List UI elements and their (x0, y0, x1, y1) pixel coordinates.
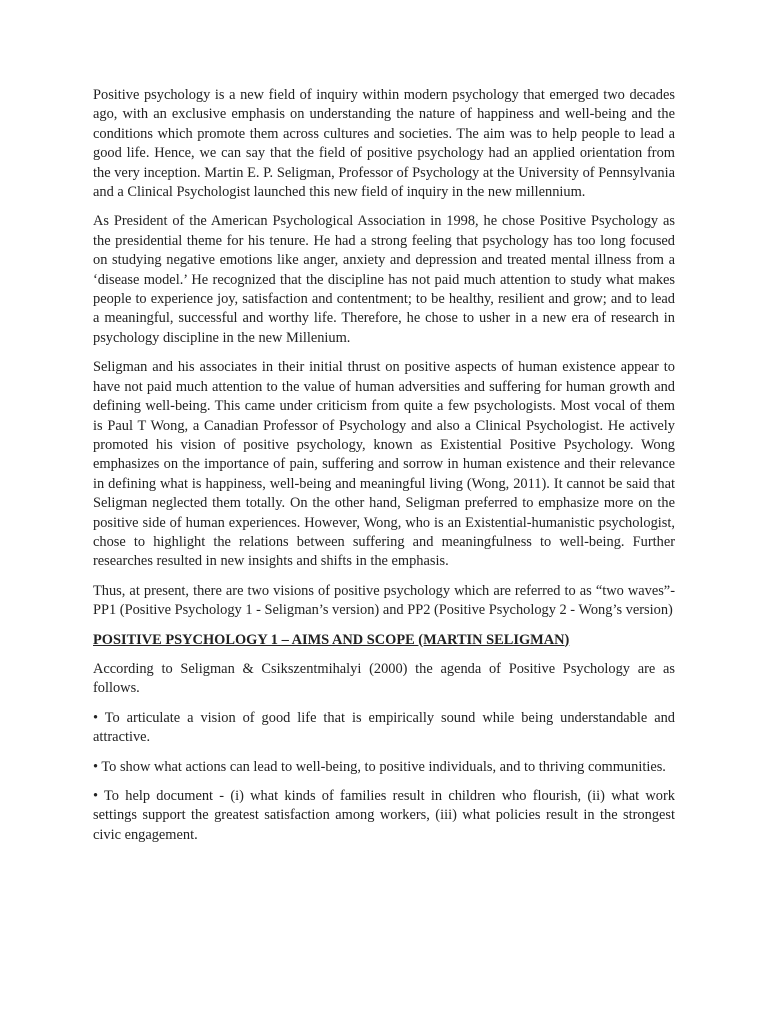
section-intro: According to Seligman & Csikszentmihalyi (2000) the agenda of Positive Psychology are as follows. (93, 660, 675, 697)
bullet-item: • To show what actions can lead to well-being, to positive individuals, and to thriving communities. (93, 758, 666, 775)
paragraph-wong-criticism: Seligman and his associates in their initial thrust on positive aspects of human existence appear to have not paid much attention to the value of human adversities and suffering for human growth and defining well-being. This came under criticism from quite a few psychologists. Most vocal of them is Paul T Wong, a Canadian Professor of Psychology and also a Clinical Psychologist. He actively promoted his vision of positive psychology, known as Existential Positive Psychology. Wong emphasizes on the importance of pain, suffering and sorrow in human existence and their relevance in defining what is happiness, well-being and meaningful living (Wong, 2011). It cannot be said that Seligman neglected them totally. On the other hand, Seligman preferred to emphasize more on the positive side of human experiences. However, Wong, who is an Existential-humanistic psychologist, chose to highlight the relations between suffering and meaningfulness to well-being. Further researches resulted in new insights and shifts in the emphasis. (93, 359, 675, 570)
bullet-item: • To help document - (i) what kinds of families result in children who flourish, (ii) what work settings support the greatest satisfaction among workers, (iii) what policies result in the strongest civic engagement. (93, 788, 675, 843)
bullet-item: • To articulate a vision of good life that is empirically sound while being understandable and attractive. (93, 709, 675, 746)
paragraph-two-waves: Thus, at present, there are two visions of positive psychology which are referred to as “two waves”- PP1 (Positive Psychology 1 - Seligman’s version) and PP2 (Positive Psychology 2 - Wong’s version) (93, 582, 675, 619)
paragraph-apa-presidency: As President of the American Psychological Association in 1998, he chose Positive Psychology as the presidential theme for his tenure. He had a strong feeling that psychology has too long focused on studying negative emotions like anger, anxiety and depression and treated mental illness from a ‘disease model.’ He recognized that the discipline has not paid much attention to study what makes people to experience joy, satisfaction and contentment; to be healthy, resilient and grow; and to lead a meaningful, successful and worthy life. Therefore, he chose to usher in a new era of research in psychology discipline in the new Millenium. (93, 213, 675, 346)
section-heading: POSITIVE PSYCHOLOGY 1 – AIMS AND SCOPE (MARTIN SELIGMAN) (93, 631, 570, 648)
paragraph-introduction: Positive psychology is a new field of inquiry within modern psychology that emerged two decades ago, with an exclusive emphasis on understanding the nature of happiness and well-being and the conditions which promote them across cultures and societies. The aim was to help people to lead a good life. Hence, we can say that the field of positive psychology had an applied orientation from the very inception. Martin E. P. Seligman, Professor of Psychology at the University of Pennsylvania and a Clinical Psychologist launched this new field of inquiry in the new millennium. (93, 87, 675, 201)
